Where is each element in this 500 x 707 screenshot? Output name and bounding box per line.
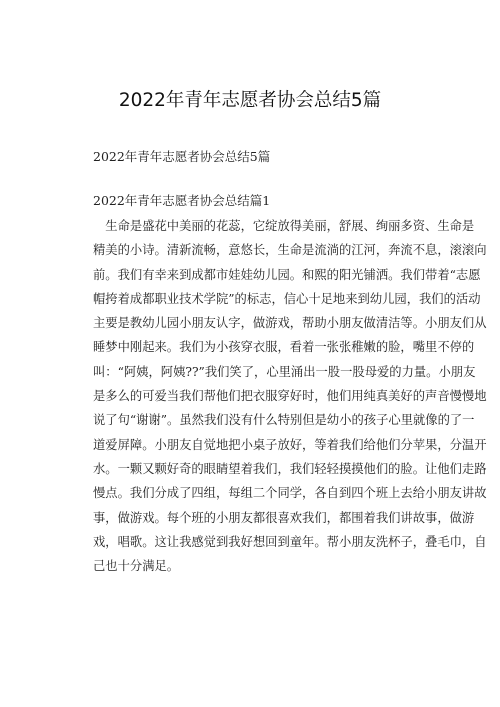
paragraph-line: 是多么的可爱当我们帮他们把衣服穿好时，他们用纯真美好的声音慢慢地 xyxy=(93,389,487,404)
body-paragraph xyxy=(93,214,487,578)
paragraph-line: 事，做游戏。每个班的小朋友都很喜欢我们，都围着我们讲故事，做游 xyxy=(93,510,475,525)
paragraph-line: 慢点。我们分成了四组，每组二个同学，各自到四个班上去给小朋友讲故 xyxy=(93,486,487,501)
paragraph-line: 说了句“谢谢”。虽然我们没有什么特别但是幼小的孩子心里就像的了一 xyxy=(93,413,475,428)
paragraph-line: 生命是盛花中美丽的花蕊，它绽放得美丽，舒展、绚丽多资、生命是 xyxy=(93,219,475,233)
document-subtitle: 2022年青年志愿者协会总结5篇 xyxy=(93,149,271,164)
paragraph-line: 前。我们有幸来到成都市娃娃幼儿园。和熙的阳光铺洒。我们带着“志愿 xyxy=(93,267,481,282)
paragraph-line: 水。一颗又颗好奇的眼睛望着我们，我们轻轻摸摸他们的脸。让他们走路 xyxy=(93,461,487,476)
paragraph-line: 戏，唱歌。这让我感觉到我好想回到童年。帮小朋友洗杯子，叠毛巾，自 xyxy=(93,534,487,549)
document-title: 2022年青年志愿者协会总结5篇 xyxy=(118,90,382,111)
paragraph-line: 道爱屏障。小朋友自觉地把小桌子放好，等着我们给他们分苹果，分温开 xyxy=(93,437,487,452)
paragraph-line: 帽挎着成都职业技术学院”的标志，信心十足地来到幼儿园，我们的活动 xyxy=(93,291,481,306)
paragraph-line: 己也十分满足。 xyxy=(93,559,180,574)
paragraph-line: 精美的小诗。清新流畅，意悠长，生命是流淌的江河，奔流不息，滚滚向 xyxy=(93,243,487,258)
paragraph-line: 主要是教幼儿园小朋友认字，做游戏，帮助小朋友做清洁等。小朋友们从 xyxy=(93,316,487,331)
paragraph-line: 叫：“阿姨，阿姨??”我们笑了，心里涌出一股一股母爱的力量。小朋友 xyxy=(93,364,476,379)
section-heading: 2022年青年志愿者协会总结篇1 xyxy=(93,193,271,208)
paragraph-line: 睡梦中刚起来。我们为小孩穿衣服，看着一张张稚嫩的脸，嘴里不停的 xyxy=(93,340,475,355)
